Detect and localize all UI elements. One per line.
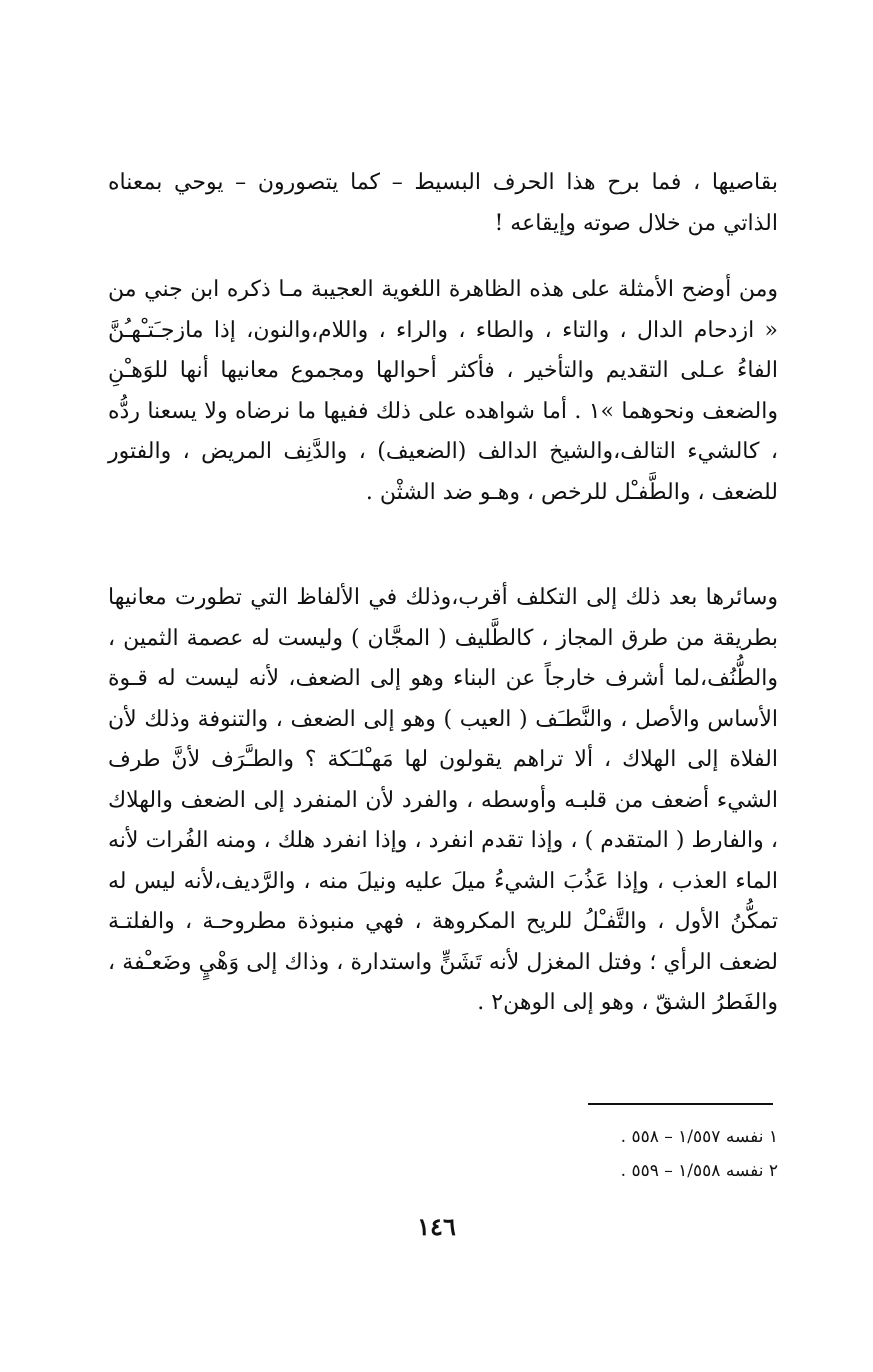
- paragraph-2: ومن أوضح الأمثلة على هذه الظاهرة اللغوية العجيبة مـا ذكره ابن جني من « ازدحام الدال ، والتاء ، والطاء ، والراء ، واللام،والنون، إذا مازجـَتـْهـُنَّ الفاءُ عـلى التقديم والتأخير ، فأكثر أحوالها ومجموع معانيها أنها للوَهـْنِ والضعف ونحوهما »١ . أما شواهده على ذلك ففيها ما نرضاه ولا يسعنا ردُّه ، كالشيء التالف،والشيخ الدالف (الضعيف) ، والدَّنِف المريض ، والفتور للضعف ، والطَّفـْل للرخص ، وهـو ضد الشثْن .: [108, 277, 778, 505]
- footnote-divider: [588, 1103, 773, 1105]
- paragraph-1: بقاصيها ، فما برح هذا الحرف البسيط – كما يتصورون – يوحي بمعناه الذاتي من خلال صوته وإيقاعه !: [108, 170, 778, 236]
- footnote-1: ١ نفسه ١/٥٥٧ – ٥٥٨ .: [620, 1127, 778, 1147]
- footnotes: [420, 1120, 778, 1188]
- footnote-2: ٢ نفسه ١/٥٥٨ – ٥٥٩ .: [620, 1161, 778, 1181]
- page-number: ١٤٦: [417, 1212, 456, 1241]
- paragraph-3: وسائرها بعد ذلك إلى التكلف أقرب،وذلك في الألفاظ التي تطورت معانيها بطريقة من طرق المجاز ، كالطَّليف ( المجَّان ) وليست له عصمة الثمين ، والطُّنُف،لما أشرف خارجاً عن البناء وهو إلى الضعف، لأنه ليست له قـوة الأساس والأصل ، والنَّطـَف ( العيب ) وهو إلى الضعف ، والتنوفة وذلك لأن الفلاة إلى الهلاك ، ألا تراهم يقولون لها مَهـْلـَكة ؟ والطـَّرَف لأنَّ طرف الشيء أضعف من قلبـه وأوسطه ، والفرد لأن المنفرد إلى الضعف والهلاك ، والفارط ( المتقدم ) ، وإذا تقدم انفرد ، وإذا انفرد هلك ، ومنه الفُرات لأنه الماء العذب ، وإذا عَذُبَ الشيءُ ميلَ عليه ونيلَ منه ، والرَّديف،لأنه ليس له تمكُّنُ الأول ، والتَّفـْلُ للريح المكروهة ، فهي منبوذة مطروحـة ، والفلتـة لضعف الرأي ؛ وفتل المغزل لأنه تَشَنٍّ واستدارة ، وذاك إلى وَهْيٍ وضَعـْفة ، والفَطرُ الشقّ ، وهو إلى الوهن٢ .: [108, 585, 778, 1015]
